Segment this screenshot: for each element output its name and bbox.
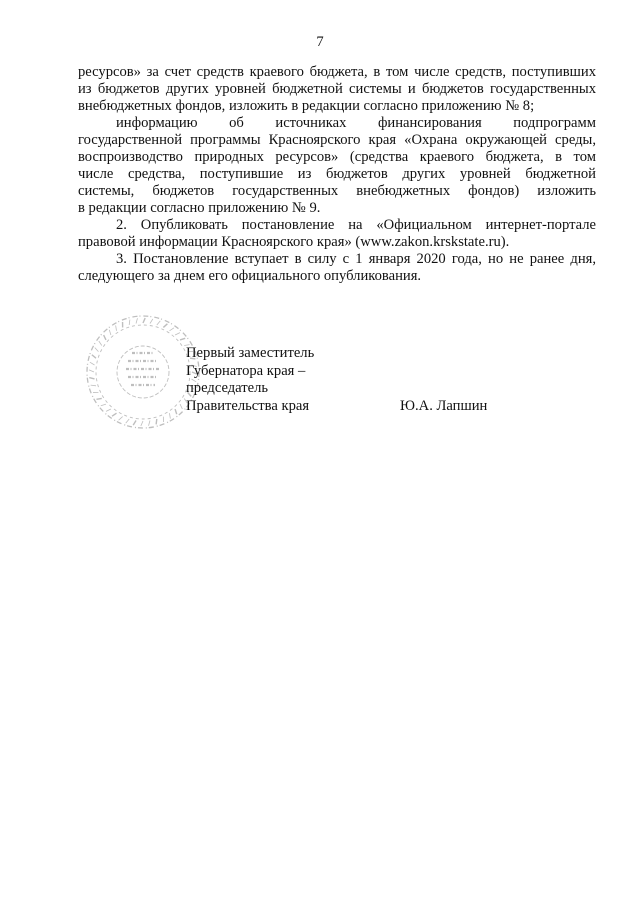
text-line: воспроизводство природных ресурсов» (средства краевого бюджета, в том xyxy=(78,149,596,165)
seal-ring-text-marks xyxy=(89,318,197,426)
seal-letter-mark xyxy=(106,409,111,411)
seal-letter-mark xyxy=(95,348,99,352)
text-line: 2. Опубликовать постановление на «Официальном интернет-портале xyxy=(116,217,596,233)
seal-letter-mark xyxy=(156,419,157,424)
text-line: 3. Постановление вступает в силу с 1 января 2020 года, но не ранее дня, xyxy=(116,251,596,267)
seal-middle-ring xyxy=(96,325,190,419)
seal-letter-mark xyxy=(169,413,170,418)
text-line: числе средства, поступившие из бюджетов других уровней бюджетной xyxy=(78,166,596,182)
seal-letter-mark xyxy=(119,417,123,421)
seal-inner-ring xyxy=(117,346,169,398)
seal-letter-mark xyxy=(150,319,153,324)
seal-letter-mark xyxy=(116,325,117,330)
page-number: 7 xyxy=(316,34,324,50)
signer-title-line-last xyxy=(186,398,526,416)
seal-letter-mark xyxy=(104,335,106,340)
seal-letter-mark xyxy=(109,330,111,335)
seal-letter-mark xyxy=(112,413,116,416)
text-line: из бюджетов других уровней бюджетной системы и бюджетов государственных xyxy=(78,81,596,97)
text-line: ресурсов» за счет средств краевого бюджета, в том числе средств, поступивших xyxy=(78,64,596,80)
signer-title-line: Губернатора края – xyxy=(186,362,306,379)
seal-letter-mark xyxy=(91,385,96,386)
signer-title-line: Первый заместитель xyxy=(186,345,315,361)
seal-rings xyxy=(87,316,199,428)
text-line: государственной программы Красноярского края «Охрана окружающей среды, xyxy=(78,132,596,148)
seal-letter-mark xyxy=(126,419,129,423)
seal-letter-mark xyxy=(96,398,101,399)
paragraph-effective-date xyxy=(78,251,596,285)
seal-letter-mark xyxy=(89,370,94,372)
seal-letter-mark xyxy=(169,328,173,331)
seal-letter-mark xyxy=(180,338,185,340)
seal-emblem xyxy=(126,353,160,385)
paragraph-resources-continuation xyxy=(78,64,596,115)
text-line: внебюджетных фондов, изложить в редакции согласно приложению № 8; xyxy=(78,98,535,114)
signer-title-line: председатель xyxy=(186,380,269,396)
text-line: информацию об источниках финансирования подпрограмм xyxy=(116,115,596,131)
document-body xyxy=(78,64,596,285)
seal-letter-mark xyxy=(157,321,160,325)
seal-letter-mark xyxy=(129,320,130,325)
signature-block xyxy=(186,345,526,415)
official-seal-stamp xyxy=(84,313,202,431)
paragraph-publication xyxy=(78,217,596,251)
text-line: в редакции согласно приложению № 9. xyxy=(78,200,321,216)
seal-letter-mark xyxy=(180,404,182,409)
seal-letter-mark xyxy=(163,324,167,328)
seal-letter-mark xyxy=(143,318,145,323)
seal-outer-ring xyxy=(87,316,199,428)
seal-letter-mark xyxy=(149,421,150,426)
seal-letter-mark xyxy=(92,355,96,358)
seal-letter-mark xyxy=(90,362,95,365)
seal-letter-mark xyxy=(175,333,180,335)
text-line: системы, бюджетов государственных внебюджетных фондов) изложить xyxy=(78,183,596,199)
signer-title-text: Правительства края xyxy=(186,397,310,414)
seal-letter-mark xyxy=(141,421,143,426)
seal-letter-mark xyxy=(101,404,106,406)
seal-letter-mark xyxy=(133,421,136,426)
seal-letter-mark xyxy=(136,318,137,323)
text-line: правовой информации Красноярского края» (www.zakon.krskstate.ru). xyxy=(78,234,510,250)
seal-letter-mark xyxy=(175,409,177,414)
seal-letter-mark xyxy=(99,341,102,345)
signer-name: Ю.А. Лапшин xyxy=(400,397,488,414)
text-line: следующего за днем его официального опубликования. xyxy=(78,268,422,284)
seal-letter-mark xyxy=(89,378,94,379)
paragraph-financing-sources xyxy=(78,115,596,217)
